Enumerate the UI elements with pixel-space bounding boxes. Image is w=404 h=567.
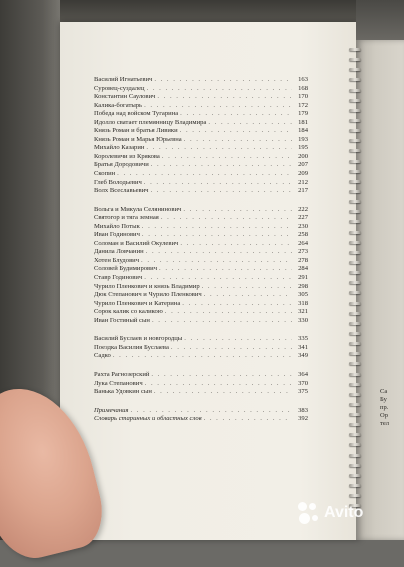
- toc-entry: [94, 161, 308, 170]
- coil-ring: [349, 494, 361, 497]
- toc-entry-title: Василий Буслаев и новгородцы: [94, 335, 183, 343]
- toc-dot-leader: [184, 136, 292, 145]
- toc-dot-leader: [151, 161, 292, 170]
- coil-ring: [349, 251, 361, 254]
- toc-entry-title: Ванька Удовкин сын: [94, 388, 152, 396]
- coil-ring: [349, 261, 361, 264]
- coil-ring: [349, 443, 361, 446]
- toc-entry-title: Поездка Василия Буслаева: [94, 343, 169, 351]
- toc-entry-page: 392: [298, 415, 308, 423]
- toc-entry: [94, 317, 308, 326]
- toc-entry-page: 179: [298, 110, 308, 118]
- toc-dot-leader: [182, 300, 292, 309]
- toc-entry-page: 168: [298, 84, 308, 92]
- toc-entry: [94, 179, 308, 188]
- toc-entry-page: 330: [298, 316, 308, 324]
- toc-entry-page: 375: [298, 388, 308, 396]
- toc-entry-title: Василий Игнатьевич: [94, 76, 153, 83]
- toc-entry: [94, 136, 308, 145]
- toc-entry-page: 291: [298, 274, 308, 282]
- toc-entry-page: 383: [298, 406, 308, 414]
- toc-dot-leader: [146, 144, 292, 153]
- coil-ring: [349, 170, 361, 173]
- toc-entry: [94, 102, 308, 111]
- toc-entry: [94, 187, 308, 196]
- toc-entry-page: 273: [298, 248, 308, 256]
- toc-entry-title: Садко: [94, 352, 111, 360]
- toc-entry-title: Сорок калик со каликою: [94, 308, 163, 316]
- coil-ring: [349, 423, 361, 426]
- toc-dot-leader: [117, 170, 292, 179]
- toc-entry-page: 207: [298, 161, 308, 169]
- toc-dot-leader: [204, 291, 292, 300]
- toc-entry-title: Князь Роман и братья Ливики: [94, 127, 178, 135]
- coil-ring: [349, 99, 361, 102]
- toc-entry-title: Михайло Казарин: [94, 144, 145, 152]
- coil-ring: [349, 210, 361, 213]
- toc-entry-page: 335: [298, 335, 308, 343]
- toc-dot-leader: [183, 206, 292, 215]
- coil-ring: [349, 231, 361, 234]
- toc-dot-leader: [208, 119, 292, 128]
- toc-dot-leader: [159, 265, 292, 274]
- toc-entry-title: Скопин: [94, 170, 116, 178]
- toc-entry-title: Иван Годинович: [94, 231, 140, 239]
- toc-entry: [94, 300, 308, 309]
- toc-entry-title: Константин Саулович: [94, 93, 156, 101]
- coil-ring: [349, 433, 361, 436]
- watermark: [298, 502, 363, 524]
- coil-ring: [349, 139, 361, 142]
- toc-dot-leader: [204, 415, 292, 424]
- toc-section: [94, 371, 308, 397]
- toc-entry-page: 370: [298, 379, 308, 387]
- toc-entry: [94, 85, 308, 94]
- coil-ring: [349, 403, 361, 406]
- toc-entry: [94, 344, 308, 353]
- coil-ring: [349, 58, 361, 61]
- toc-entry-title: Калика-богатырь: [94, 101, 143, 109]
- right-page: [356, 40, 404, 540]
- coil-ring: [349, 160, 361, 163]
- toc-entry: [94, 248, 308, 257]
- toc-entry-title: Святогор и тяга земная: [94, 214, 159, 222]
- toc-entry-page: 181: [298, 118, 308, 126]
- toc-entry: [94, 265, 308, 274]
- toc-dot-leader: [154, 76, 292, 85]
- toc-entry-title: Хотен Блудович: [94, 256, 140, 264]
- coil-ring: [349, 373, 361, 376]
- toc-section: [94, 76, 308, 196]
- coil-ring: [349, 119, 361, 122]
- toc-entry: [94, 335, 308, 344]
- toc-entry: [94, 119, 308, 128]
- toc-entry-title: Соловей Будимирович: [94, 265, 158, 273]
- toc-entry-page: 193: [298, 135, 308, 143]
- toc-dot-leader: [130, 407, 292, 416]
- coil-ring: [349, 241, 361, 244]
- toc-dot-leader: [162, 153, 292, 162]
- toc-entry-page: 284: [298, 265, 308, 273]
- toc-dot-leader: [146, 248, 292, 257]
- toc-entry-page: 184: [298, 127, 308, 135]
- toc-entry-page: 172: [298, 101, 308, 109]
- coil-ring: [349, 190, 361, 193]
- avito-logo-icon: [298, 502, 320, 524]
- toc-entry: [94, 352, 308, 361]
- toc-dot-leader: [151, 187, 293, 196]
- coil-ring: [349, 109, 361, 112]
- coil-ring: [349, 291, 361, 294]
- coil-ring: [349, 413, 361, 416]
- toc-entry: [94, 127, 308, 136]
- toc-entry-page: 212: [298, 178, 308, 186]
- toc-entry-page: 318: [298, 299, 308, 307]
- coil-ring: [349, 78, 361, 81]
- toc-entry-title: Победа над войском Тугарина: [94, 110, 179, 118]
- coil-ring: [349, 149, 361, 152]
- coil-ring: [349, 484, 361, 487]
- coil-ring: [349, 383, 361, 386]
- toc-entry-page: 264: [298, 239, 308, 247]
- coil-ring: [349, 332, 361, 335]
- toc-dot-leader: [152, 317, 292, 326]
- toc-entry-page: 298: [298, 282, 308, 290]
- toc-entry: [94, 231, 308, 240]
- page-top-shadow: [60, 0, 360, 22]
- toc-entry-title: Чурило Пленкович и Катерина: [94, 299, 181, 307]
- toc-entry: [94, 144, 308, 153]
- toc-entry-title: Идолло сватает племянницу Владимира: [94, 118, 207, 126]
- toc-entry-title: Лука Степанович: [94, 379, 143, 387]
- toc-dot-leader: [154, 388, 292, 397]
- coil-ring: [349, 129, 361, 132]
- coil-ring: [349, 302, 361, 305]
- toc-dot-leader: [142, 231, 292, 240]
- toc-dot-leader: [202, 283, 292, 292]
- toc-entry-title: Словарь старинных и областных слов: [94, 415, 202, 423]
- toc-entry: [94, 223, 308, 232]
- watermark-text: Avito: [324, 504, 364, 521]
- right-page-fragment: Ор: [380, 412, 388, 419]
- toc-entry: [94, 110, 308, 119]
- toc-entry-page: 321: [298, 308, 308, 316]
- coil-ring: [349, 454, 361, 457]
- toc-entry-page: 209: [298, 170, 308, 178]
- toc-entry-page: 278: [298, 256, 308, 264]
- toc-entry: [94, 291, 308, 300]
- toc-dot-leader: [180, 240, 292, 249]
- toc-dot-leader: [144, 274, 292, 283]
- toc-entry: [94, 240, 308, 249]
- coil-ring: [349, 89, 361, 92]
- coil-ring: [349, 362, 361, 365]
- toc-entry-title: Братья Дородовичи: [94, 161, 149, 169]
- toc-entry: [94, 388, 308, 397]
- toc-entry: [94, 214, 308, 223]
- toc-entry: [94, 76, 308, 85]
- coil-ring: [349, 180, 361, 183]
- coil-ring: [349, 271, 361, 274]
- toc-dot-leader: [157, 93, 292, 102]
- right-page-fragment: тел: [380, 420, 389, 427]
- toc-entry-title: Данила Ловчанин: [94, 248, 144, 256]
- right-page-top: [356, 0, 404, 40]
- toc-entry: [94, 153, 308, 162]
- toc-entry-title: Князь Роман и Марья Юрьевна: [94, 135, 182, 143]
- right-page-text: [380, 388, 404, 428]
- toc-entry-title: Иван Гостиный сын: [94, 316, 150, 324]
- table-of-contents: [94, 76, 308, 434]
- toc-dot-leader: [144, 102, 292, 111]
- toc-entry-page: 230: [298, 222, 308, 230]
- coil-ring: [349, 352, 361, 355]
- toc-entry-page: 200: [298, 152, 308, 160]
- toc-dot-leader: [180, 127, 292, 136]
- toc-entry-title: Вольга и Микула Селянинович: [94, 205, 182, 213]
- coil-ring: [349, 68, 361, 71]
- toc-entry-page: 258: [298, 231, 308, 239]
- right-page-fragment: пр.: [380, 404, 389, 411]
- toc-dot-leader: [165, 308, 292, 317]
- toc-entry-title: Примечания: [94, 406, 129, 414]
- toc-entry: [94, 274, 308, 283]
- toc-entry-title: Суровец-суздалец: [94, 84, 145, 92]
- toc-entry: [94, 206, 308, 215]
- toc-entry-page: 222: [298, 205, 308, 213]
- toc-entry-page: 163: [298, 76, 308, 83]
- toc-entry-page: 217: [298, 187, 308, 195]
- toc-entry: [94, 170, 308, 179]
- spiral-binding: [349, 48, 363, 508]
- toc-entry: [94, 407, 308, 416]
- toc-entry: [94, 93, 308, 102]
- coil-ring: [349, 322, 361, 325]
- toc-dot-leader: [180, 110, 292, 119]
- coil-ring: [349, 312, 361, 315]
- toc-entry-title: Рахта Рагнозерский: [94, 370, 150, 378]
- toc-dot-leader: [145, 380, 292, 389]
- coil-ring: [349, 48, 361, 51]
- toc-entry-title: Глеб Володьевич: [94, 178, 142, 186]
- toc-entry-page: 364: [298, 370, 308, 378]
- toc-dot-leader: [147, 85, 292, 94]
- toc-entry-title: Соломан и Василий Окулевич: [94, 239, 179, 247]
- toc-entry: [94, 415, 308, 424]
- toc-entry-page: 349: [298, 352, 308, 360]
- toc-entry-title: Королевичи из Крякова: [94, 152, 160, 160]
- coil-ring: [349, 220, 361, 223]
- toc-section: [94, 335, 308, 361]
- toc-dot-leader: [161, 214, 292, 223]
- toc-dot-leader: [113, 352, 292, 361]
- toc-dot-leader: [151, 371, 292, 380]
- toc-dot-leader: [184, 335, 292, 344]
- toc-entry-title: Ставр Годинович: [94, 274, 143, 282]
- toc-dot-leader: [141, 257, 292, 266]
- toc-section: [94, 407, 308, 424]
- right-page-fragment: Бу: [380, 396, 387, 403]
- toc-entry-title: Чурило Пленкович и князь Владимир: [94, 282, 200, 290]
- toc-entry: [94, 308, 308, 317]
- toc-entry-title: Волх Всеславьевич: [94, 187, 149, 195]
- right-page-fragment: Са: [380, 388, 388, 395]
- toc-entry-title: Дюк Степанович и Чурило Пленкович: [94, 291, 202, 299]
- coil-ring: [349, 464, 361, 467]
- coil-ring: [349, 474, 361, 477]
- toc-entry: [94, 283, 308, 292]
- toc-entry: [94, 371, 308, 380]
- toc-section: [94, 206, 308, 326]
- toc-entry: [94, 380, 308, 389]
- toc-entry-page: 227: [298, 214, 308, 222]
- coil-ring: [349, 342, 361, 345]
- toc-dot-leader: [142, 223, 292, 232]
- coil-ring: [349, 200, 361, 203]
- toc-entry: [94, 257, 308, 266]
- toc-dot-leader: [171, 344, 292, 353]
- toc-entry-title: Михайло Потык: [94, 222, 140, 230]
- coil-ring: [349, 281, 361, 284]
- coil-ring: [349, 393, 361, 396]
- toc-entry-page: 170: [298, 93, 308, 101]
- toc-entry-page: 341: [298, 343, 308, 351]
- toc-entry-page: 195: [298, 144, 308, 152]
- toc-dot-leader: [144, 179, 292, 188]
- toc-entry-page: 305: [298, 291, 308, 299]
